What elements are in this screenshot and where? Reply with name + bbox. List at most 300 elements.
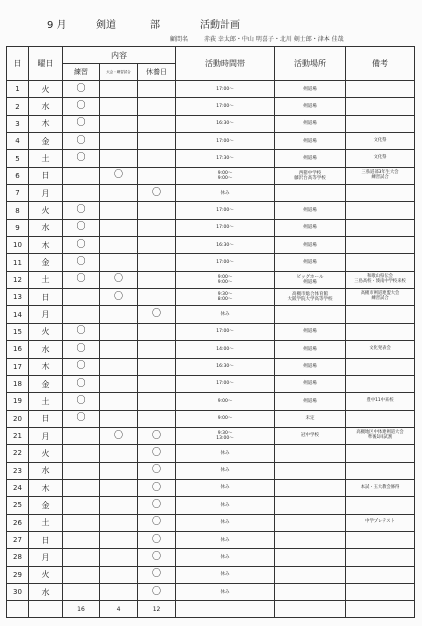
table-row: [7, 583, 415, 600]
tournament-mark: [100, 341, 138, 358]
notes-cell: [346, 514, 415, 531]
table-row: [7, 202, 415, 219]
rest-mark: 〇: [138, 531, 176, 548]
notes-cell-line: 文化祭: [373, 137, 387, 143]
table-row: [7, 497, 415, 514]
rest-mark: 〇: [138, 445, 176, 462]
col-header-tournament: 大会・練習試合: [100, 64, 138, 81]
table-row: [7, 341, 415, 358]
time-cell-line: 9:00～: [217, 175, 233, 181]
rest-mark: 〇: [138, 479, 176, 496]
totals-spacer: [29, 601, 63, 618]
day-cell: 12: [7, 271, 29, 288]
place-cell: [275, 531, 346, 548]
place-cell: [275, 427, 346, 444]
tournament-mark: [100, 150, 138, 167]
totals-row: [7, 601, 415, 618]
practice-mark: [63, 549, 100, 566]
weekday-cell: 月: [29, 427, 63, 444]
time-cell-line: 17:00～: [216, 86, 234, 92]
practice-mark: [63, 531, 100, 548]
notes-cell: [346, 566, 415, 583]
place-cell: [275, 167, 346, 184]
rest-mark: [138, 219, 176, 236]
time-cell-line: 17:00～: [216, 103, 234, 109]
weekday-cell: 水: [29, 462, 63, 479]
day-cell: 2: [7, 98, 29, 115]
table-row: [7, 549, 415, 566]
tournament-mark: [100, 393, 138, 410]
notes-cell: [346, 202, 415, 219]
tournament-mark: 〇: [100, 289, 138, 306]
place-cell-line: 剣道場: [303, 155, 317, 161]
day-cell: 6: [7, 167, 29, 184]
total-tournament: 4: [100, 601, 138, 618]
place-cell: [275, 271, 346, 288]
weekday-cell: 火: [29, 202, 63, 219]
time-cell: [176, 427, 275, 444]
day-cell: 4: [7, 133, 29, 150]
place-cell: [275, 566, 346, 583]
practice-mark: 〇: [63, 202, 100, 219]
day-cell: 9: [7, 219, 29, 236]
time-cell: [176, 185, 275, 202]
tournament-mark: [100, 98, 138, 115]
time-cell-line: 休み: [220, 537, 230, 543]
notes-cell: [346, 445, 415, 462]
time-cell-line: 9:30～: [217, 292, 233, 298]
col-header-rest: 休養日: [138, 64, 176, 81]
table-row: [7, 375, 415, 392]
practice-mark: [63, 514, 100, 531]
place-cell-line: 剣道場: [303, 138, 317, 144]
time-cell: [176, 341, 275, 358]
place-cell: [275, 479, 346, 496]
practice-mark: [63, 427, 100, 444]
place-cell: [275, 583, 346, 600]
table-row: [7, 479, 415, 496]
plan-title: 活動計画: [200, 20, 240, 31]
notes-cell: [346, 98, 415, 115]
time-cell: [176, 323, 275, 340]
table-row: [7, 98, 415, 115]
weekday-cell: 木: [29, 358, 63, 375]
col-header-practice: 練習: [63, 64, 100, 81]
notes-cell-line: 文化発表会: [369, 345, 391, 351]
rest-mark: [138, 202, 176, 219]
weekday-cell: 土: [29, 393, 63, 410]
weekday-cell: 土: [29, 271, 63, 288]
notes-cell-line: 練習試合: [371, 174, 389, 180]
day-cell: 1: [7, 81, 29, 98]
col-header-weekday: 曜日: [29, 47, 63, 81]
place-cell: [275, 497, 346, 514]
advisor-line: [0, 34, 422, 44]
total-rest: 12: [138, 601, 176, 618]
rest-mark: [138, 115, 176, 132]
weekday-cell: 金: [29, 375, 63, 392]
weekday-cell: 水: [29, 98, 63, 115]
table-row: [7, 323, 415, 340]
day-cell: 10: [7, 237, 29, 254]
tournament-mark: [100, 583, 138, 600]
tournament-mark: [100, 115, 138, 132]
place-cell-line: 剣道場: [303, 86, 317, 92]
place-cell: [275, 323, 346, 340]
place-cell-line: 大阪学院大学高等学校: [287, 297, 333, 303]
place-cell-line: 剣道場: [303, 346, 317, 352]
practice-mark: 〇: [63, 150, 100, 167]
time-cell-line: 休み: [220, 520, 230, 526]
time-cell-line: 17:00～: [216, 225, 234, 231]
rest-mark: 〇: [138, 185, 176, 202]
place-cell: [275, 514, 346, 531]
time-cell-line: 休み: [220, 485, 230, 491]
practice-mark: 〇: [63, 323, 100, 340]
notes-cell: [346, 219, 415, 236]
table-row: [7, 254, 415, 271]
notes-cell-line: 高槻地区中体連剣道大会: [356, 430, 404, 436]
club-name: 剣道: [96, 20, 116, 31]
practice-mark: 〇: [63, 375, 100, 392]
place-cell-line: 剣道場: [303, 329, 317, 335]
notes-cell: [346, 358, 415, 375]
notes-cell: [346, 167, 415, 184]
practice-mark: [63, 583, 100, 600]
table-row: [7, 237, 415, 254]
tournament-mark: [100, 219, 138, 236]
notes-cell-line: 豊中11中来校: [366, 397, 394, 403]
day-cell: 13: [7, 289, 29, 306]
weekday-cell: 火: [29, 445, 63, 462]
time-cell-line: 13:00～: [216, 436, 234, 442]
place-cell-line: 冠中学校: [301, 433, 320, 439]
time-cell-line: 休み: [220, 190, 230, 196]
tournament-mark: [100, 549, 138, 566]
weekday-cell: 水: [29, 341, 63, 358]
tournament-mark: 〇: [100, 427, 138, 444]
tournament-mark: [100, 323, 138, 340]
col-header-time: 活動時間帯: [176, 47, 275, 81]
time-cell-line: 休み: [220, 589, 230, 595]
rest-mark: [138, 289, 176, 306]
day-cell: 17: [7, 358, 29, 375]
place-cell-line: 剣道場: [303, 242, 317, 248]
rest-mark: [138, 323, 176, 340]
day-cell: 25: [7, 497, 29, 514]
practice-mark: [63, 306, 100, 323]
time-cell-line: 16:30～: [216, 242, 234, 248]
tournament-mark: [100, 81, 138, 98]
tournament-mark: [100, 237, 138, 254]
time-cell-line: 休み: [220, 468, 230, 474]
advisor-label: 顧問名: [170, 36, 189, 43]
weekday-cell: 金: [29, 254, 63, 271]
day-cell: 5: [7, 150, 29, 167]
tournament-mark: [100, 133, 138, 150]
notes-cell-line: 練習試合: [371, 296, 389, 302]
place-cell-line: 剣道場: [303, 381, 317, 387]
table-row: [7, 445, 415, 462]
place-cell: [275, 237, 346, 254]
place-cell-line: 剣道場: [303, 398, 317, 404]
table-row: [7, 115, 415, 132]
weekday-cell: 月: [29, 185, 63, 202]
rest-mark: [138, 410, 176, 427]
place-cell-line: 西猪中学校: [298, 170, 322, 176]
rest-mark: [138, 358, 176, 375]
time-cell: [176, 219, 275, 236]
weekday-cell: 金: [29, 133, 63, 150]
practice-mark: 〇: [63, 341, 100, 358]
time-cell-line: 休み: [220, 502, 230, 508]
weekday-cell: 月: [29, 306, 63, 323]
time-cell: [176, 497, 275, 514]
table-row: [7, 289, 415, 306]
notes-cell-line: 準後1回試割: [367, 435, 393, 441]
day-cell: 16: [7, 341, 29, 358]
rest-mark: [138, 393, 176, 410]
practice-mark: [63, 185, 100, 202]
practice-mark: [63, 566, 100, 583]
day-cell: 15: [7, 323, 29, 340]
time-cell: [176, 375, 275, 392]
table-row: [7, 167, 415, 184]
day-cell: 11: [7, 254, 29, 271]
time-cell: [176, 98, 275, 115]
time-cell-line: 9:00～: [217, 416, 233, 422]
place-cell-line: 未定: [305, 416, 315, 422]
practice-mark: 〇: [63, 393, 100, 410]
totals-spacer: [7, 601, 29, 618]
tournament-mark: [100, 375, 138, 392]
totals-spacer: [346, 601, 415, 618]
time-cell-line: 16:30～: [216, 121, 234, 127]
weekday-cell: 木: [29, 237, 63, 254]
time-cell-line: 16:30～: [216, 364, 234, 370]
rest-mark: [138, 271, 176, 288]
time-cell: [176, 115, 275, 132]
notes-cell: [346, 81, 415, 98]
notes-cell-line: 三島高校・湊南中学校来校: [354, 278, 406, 284]
place-cell-line: 藤沢台高等学校: [294, 175, 326, 181]
place-cell-line: 剣道場: [303, 225, 317, 231]
tournament-mark: 〇: [100, 167, 138, 184]
rest-mark: 〇: [138, 566, 176, 583]
place-cell-line: 剣道場: [303, 279, 317, 285]
day-cell: 22: [7, 445, 29, 462]
time-cell: [176, 306, 275, 323]
tournament-mark: [100, 531, 138, 548]
advisor-names: 赤荻 幸太郎・中山 明喜子・北川 剣士郎・津本 佳哉: [204, 36, 344, 43]
notes-cell-line: 三県道部3年生大会: [361, 169, 399, 175]
practice-mark: [63, 462, 100, 479]
activity-schedule-table: [6, 46, 415, 618]
tournament-mark: [100, 497, 138, 514]
weekday-cell: 水: [29, 583, 63, 600]
time-cell: [176, 81, 275, 98]
time-cell-line: 休み: [220, 554, 230, 560]
col-header-content: 内容: [63, 47, 176, 64]
place-cell-line: 剣道場: [303, 364, 317, 370]
time-cell: [176, 271, 275, 288]
notes-cell: [346, 531, 415, 548]
notes-cell-line: 中学プレテスト: [365, 519, 395, 525]
notes-cell: [346, 271, 415, 288]
rest-mark: [138, 375, 176, 392]
day-cell: 21: [7, 427, 29, 444]
time-cell: [176, 410, 275, 427]
time-cell: [176, 462, 275, 479]
time-cell: [176, 167, 275, 184]
weekday-cell: 日: [29, 531, 63, 548]
day-cell: 23: [7, 462, 29, 479]
place-cell: [275, 375, 346, 392]
table-row: [7, 410, 415, 427]
time-cell: [176, 566, 275, 583]
time-cell-line: 17:00～: [216, 329, 234, 335]
rest-mark: 〇: [138, 462, 176, 479]
notes-cell: [346, 254, 415, 271]
time-cell: [176, 133, 275, 150]
table-row: [7, 531, 415, 548]
time-cell-line: 9:00～: [217, 398, 233, 404]
col-header-notes: 備考: [346, 47, 415, 81]
notes-cell: [346, 323, 415, 340]
table-row: [7, 427, 415, 444]
time-cell-line: 17:00～: [216, 381, 234, 387]
notes-cell: [346, 462, 415, 479]
place-cell-line: ビッグホール: [296, 274, 324, 280]
tournament-mark: [100, 514, 138, 531]
rest-mark: [138, 254, 176, 271]
practice-mark: 〇: [63, 219, 100, 236]
table-row: [7, 271, 415, 288]
practice-mark: 〇: [63, 133, 100, 150]
tournament-mark: [100, 306, 138, 323]
col-header-place: 活動場所: [275, 47, 346, 81]
place-cell: [275, 410, 346, 427]
table-row: [7, 514, 415, 531]
time-cell-line: 8:00～: [217, 297, 233, 303]
rest-mark: 〇: [138, 306, 176, 323]
totals-spacer: [275, 601, 346, 618]
weekday-cell: 水: [29, 219, 63, 236]
weekday-cell: 日: [29, 289, 63, 306]
practice-mark: 〇: [63, 115, 100, 132]
club-suffix: 部: [150, 20, 160, 31]
rest-mark: [138, 237, 176, 254]
practice-mark: [63, 289, 100, 306]
rest-mark: [138, 150, 176, 167]
table-row: [7, 150, 415, 167]
tournament-mark: [100, 462, 138, 479]
weekday-cell: 土: [29, 150, 63, 167]
place-cell: [275, 341, 346, 358]
rest-mark: [138, 81, 176, 98]
day-cell: 14: [7, 306, 29, 323]
practice-mark: 〇: [63, 81, 100, 98]
notes-cell-line: 和歌山県伝会: [367, 274, 393, 280]
weekday-cell: 木: [29, 115, 63, 132]
time-cell-line: 17:00～: [216, 207, 234, 213]
notes-cell: [346, 341, 415, 358]
weekday-cell: 火: [29, 566, 63, 583]
table-row: [7, 393, 415, 410]
time-cell: [176, 531, 275, 548]
day-cell: 30: [7, 583, 29, 600]
practice-mark: 〇: [63, 237, 100, 254]
time-cell-line: 休み: [220, 312, 230, 318]
tournament-mark: [100, 445, 138, 462]
time-cell: [176, 202, 275, 219]
table-row: [7, 133, 415, 150]
time-cell-line: 9:00～: [217, 170, 233, 176]
weekday-cell: 火: [29, 81, 63, 98]
place-cell-line: 剣道場: [303, 260, 317, 266]
notes-cell-line: 高槻市剣道連盟大会: [360, 291, 400, 297]
rest-mark: 〇: [138, 583, 176, 600]
time-cell-line: 14:00～: [216, 346, 234, 352]
total-practice: 16: [63, 601, 100, 618]
time-cell: [176, 479, 275, 496]
place-cell: [275, 81, 346, 98]
rest-mark: 〇: [138, 427, 176, 444]
time-cell-line: 休み: [220, 572, 230, 578]
weekday-cell: 金: [29, 497, 63, 514]
place-cell: [275, 306, 346, 323]
place-cell: [275, 98, 346, 115]
time-cell: [176, 393, 275, 410]
time-cell: [176, 514, 275, 531]
day-cell: 3: [7, 115, 29, 132]
day-cell: 27: [7, 531, 29, 548]
place-cell: [275, 202, 346, 219]
day-cell: 26: [7, 514, 29, 531]
day-cell: 7: [7, 185, 29, 202]
time-cell-line: 9:00～: [217, 279, 233, 285]
place-cell-line: 高槻市総合体育館: [292, 292, 329, 298]
place-cell-line: 剣道場: [303, 121, 317, 127]
table-row: [7, 81, 415, 98]
weekday-cell: 火: [29, 323, 63, 340]
practice-mark: 〇: [63, 410, 100, 427]
tournament-mark: [100, 254, 138, 271]
time-cell: [176, 358, 275, 375]
notes-cell: [346, 549, 415, 566]
month-label: 9 月: [47, 20, 67, 31]
rest-mark: [138, 133, 176, 150]
notes-cell: [346, 289, 415, 306]
day-cell: 19: [7, 393, 29, 410]
notes-cell: [346, 427, 415, 444]
notes-cell: [346, 237, 415, 254]
time-cell: [176, 583, 275, 600]
practice-mark: 〇: [63, 254, 100, 271]
rest-mark: 〇: [138, 497, 176, 514]
time-cell: [176, 254, 275, 271]
practice-mark: 〇: [63, 271, 100, 288]
table-row: [7, 462, 415, 479]
place-cell: [275, 150, 346, 167]
day-cell: 28: [7, 549, 29, 566]
document-title: [0, 16, 422, 30]
notes-cell: [346, 583, 415, 600]
place-cell: [275, 445, 346, 462]
time-cell-line: 9:00～: [217, 274, 233, 280]
table-row: [7, 219, 415, 236]
time-cell: [176, 445, 275, 462]
